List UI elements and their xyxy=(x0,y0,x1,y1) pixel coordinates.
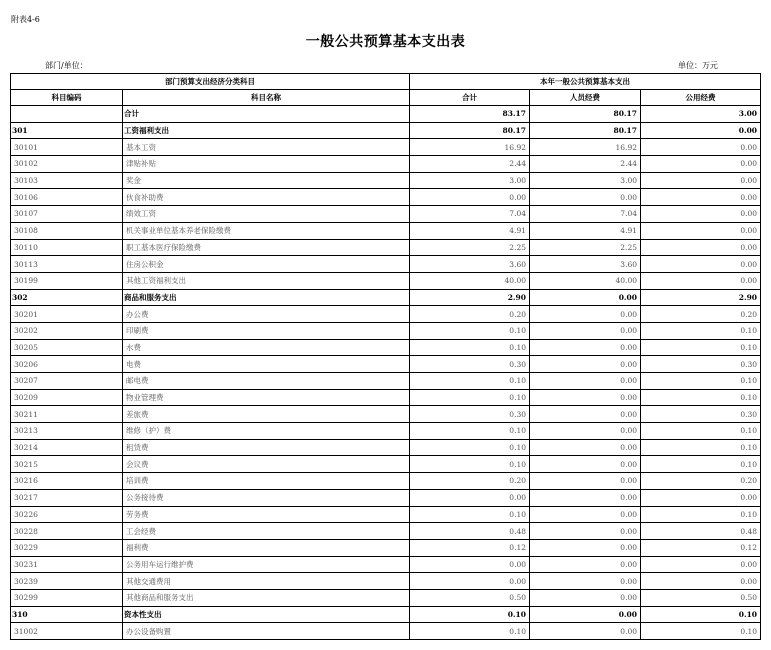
cell-total: 0.30 xyxy=(410,356,530,373)
cell-total: 0.12 xyxy=(410,539,530,556)
cell-public: 0.00 xyxy=(641,256,761,273)
cell-total: 0.10 xyxy=(410,456,530,473)
cell-code: 30213 xyxy=(11,423,123,440)
table-row xyxy=(11,389,761,406)
cell-total: 2.25 xyxy=(410,239,530,256)
cell-personnel: 0.00 xyxy=(530,623,641,640)
cell-personnel: 0.00 xyxy=(530,339,641,356)
cell-personnel: 2.25 xyxy=(530,239,641,256)
cell-public: 0.10 xyxy=(641,439,761,456)
column-header-total: 合计 xyxy=(410,90,530,106)
cell-name: 电费 xyxy=(123,356,410,373)
cell-total: 0.20 xyxy=(410,306,530,323)
cell-total: 0.50 xyxy=(410,589,530,606)
cell-public: 0.48 xyxy=(641,523,761,540)
table-row xyxy=(11,423,761,440)
cell-name: 培训费 xyxy=(123,473,410,490)
table-row xyxy=(11,373,761,390)
cell-public: 0.50 xyxy=(641,589,761,606)
cell-personnel: 0.00 xyxy=(530,589,641,606)
cell-name: 机关事业单位基本养老保险缴费 xyxy=(123,222,410,239)
cell-personnel: 0.00 xyxy=(530,556,641,573)
cell-public: 0.00 xyxy=(641,489,761,506)
cell-total: 0.00 xyxy=(410,189,530,206)
appendix-label: 附表4-6 xyxy=(11,15,40,24)
cell-personnel: 3.60 xyxy=(530,256,641,273)
cell-name: 租赁费 xyxy=(123,439,410,456)
cell-personnel: 16.92 xyxy=(530,139,641,156)
cell-code: 30110 xyxy=(11,239,123,256)
cell-name: 工会经费 xyxy=(123,523,410,540)
cell-code: 30205 xyxy=(11,339,123,356)
cell-code: 30106 xyxy=(11,189,123,206)
cell-personnel: 0.00 xyxy=(530,406,641,423)
cell-total: 0.00 xyxy=(410,556,530,573)
table-row xyxy=(11,406,761,423)
cell-public: 3.00 xyxy=(641,106,761,123)
cell-code: 30215 xyxy=(11,456,123,473)
cell-total: 0.10 xyxy=(410,389,530,406)
cell-total: 16.92 xyxy=(410,139,530,156)
table-row xyxy=(11,539,761,556)
cell-code: 30206 xyxy=(11,356,123,373)
cell-total: 0.10 xyxy=(410,606,530,623)
cell-code: 310 xyxy=(11,606,123,623)
table-row xyxy=(11,306,761,323)
table-row xyxy=(11,573,761,590)
cell-public: 0.10 xyxy=(641,322,761,339)
cell-name: 办公费 xyxy=(123,306,410,323)
cell-public: 0.00 xyxy=(641,222,761,239)
cell-personnel: 7.04 xyxy=(530,206,641,223)
cell-personnel: 3.00 xyxy=(530,172,641,189)
table-row xyxy=(11,506,761,523)
cell-code: 30216 xyxy=(11,473,123,490)
cell-total: 2.44 xyxy=(410,156,530,173)
cell-personnel: 0.00 xyxy=(530,356,641,373)
cell-public: 0.00 xyxy=(641,122,761,139)
cell-personnel: 0.00 xyxy=(530,523,641,540)
cell-public: 0.00 xyxy=(641,239,761,256)
table-row xyxy=(11,172,761,189)
table-row xyxy=(11,256,761,273)
cell-personnel: 0.00 xyxy=(530,389,641,406)
cell-personnel: 0.00 xyxy=(530,306,641,323)
cell-personnel: 2.44 xyxy=(530,156,641,173)
cell-name: 维修（护）费 xyxy=(123,423,410,440)
cell-personnel: 0.00 xyxy=(530,289,641,306)
cell-public: 0.10 xyxy=(641,339,761,356)
cell-public: 0.00 xyxy=(641,156,761,173)
table-row xyxy=(11,623,761,640)
cell-public: 0.10 xyxy=(641,606,761,623)
page-title: 一般公共预算基本支出表 xyxy=(305,34,466,50)
cell-total: 4.91 xyxy=(410,222,530,239)
cell-total: 0.00 xyxy=(410,489,530,506)
cell-public: 2.90 xyxy=(641,289,761,306)
cell-code: 30299 xyxy=(11,589,123,606)
table-body xyxy=(11,106,761,640)
cell-total: 3.00 xyxy=(410,172,530,189)
cell-personnel: 0.00 xyxy=(530,189,641,206)
cell-public: 0.12 xyxy=(641,539,761,556)
cell-code: 30103 xyxy=(11,172,123,189)
cell-total: 2.90 xyxy=(410,289,530,306)
table-row xyxy=(11,139,761,156)
table-row xyxy=(11,189,761,206)
table-row xyxy=(11,473,761,490)
cell-personnel: 0.00 xyxy=(530,506,641,523)
cell-code: 30229 xyxy=(11,539,123,556)
cell-name: 合计 xyxy=(123,106,410,123)
cell-personnel: 0.00 xyxy=(530,322,641,339)
cell-name: 其他交通费用 xyxy=(123,573,410,590)
cell-name: 会议费 xyxy=(123,456,410,473)
table-row xyxy=(11,206,761,223)
cell-code: 30239 xyxy=(11,573,123,590)
expenditure-table xyxy=(10,73,761,640)
cell-personnel: 0.00 xyxy=(530,573,641,590)
group-header-left: 部门预算支出经济分类科目 xyxy=(11,74,410,90)
cell-code: 30211 xyxy=(11,406,123,423)
cell-name: 住房公积金 xyxy=(123,256,410,273)
cell-total: 0.20 xyxy=(410,473,530,490)
table-row xyxy=(11,606,761,623)
table-row xyxy=(11,122,761,139)
cell-name: 绩效工资 xyxy=(123,206,410,223)
cell-code: 30207 xyxy=(11,373,123,390)
table-row xyxy=(11,239,761,256)
cell-total: 0.00 xyxy=(410,573,530,590)
cell-code: 30231 xyxy=(11,556,123,573)
cell-name: 差旅费 xyxy=(123,406,410,423)
cell-total: 0.10 xyxy=(410,623,530,640)
cell-personnel: 0.00 xyxy=(530,539,641,556)
cell-personnel: 0.00 xyxy=(530,489,641,506)
cell-total: 40.00 xyxy=(410,272,530,289)
table-row xyxy=(11,589,761,606)
cell-name: 其他工资福利支出 xyxy=(123,272,410,289)
cell-personnel: 0.00 xyxy=(530,373,641,390)
cell-public: 0.10 xyxy=(641,389,761,406)
column-header-row xyxy=(11,90,761,106)
cell-personnel: 80.17 xyxy=(530,122,641,139)
table-row xyxy=(11,156,761,173)
cell-code: 30202 xyxy=(11,322,123,339)
cell-public: 0.30 xyxy=(641,406,761,423)
cell-code: 30217 xyxy=(11,489,123,506)
cell-code: 302 xyxy=(11,289,123,306)
cell-code: 30102 xyxy=(11,156,123,173)
unit-label: 单位：万元 xyxy=(678,61,718,70)
cell-name: 水费 xyxy=(123,339,410,356)
group-header-right: 本年一般公共预算基本支出 xyxy=(410,74,761,90)
cell-code: 30228 xyxy=(11,523,123,540)
cell-code xyxy=(11,106,123,123)
cell-public: 0.30 xyxy=(641,356,761,373)
cell-public: 0.00 xyxy=(641,272,761,289)
cell-public: 0.00 xyxy=(641,206,761,223)
cell-total: 0.30 xyxy=(410,406,530,423)
cell-name: 伙食补助费 xyxy=(123,189,410,206)
cell-public: 0.00 xyxy=(641,556,761,573)
cell-name: 物业管理费 xyxy=(123,389,410,406)
cell-name: 职工基本医疗保险缴费 xyxy=(123,239,410,256)
cell-name: 印刷费 xyxy=(123,322,410,339)
cell-total: 0.10 xyxy=(410,373,530,390)
cell-code: 30101 xyxy=(11,139,123,156)
cell-code: 30107 xyxy=(11,206,123,223)
table-row xyxy=(11,456,761,473)
cell-personnel: 0.00 xyxy=(530,473,641,490)
cell-name: 劳务费 xyxy=(123,506,410,523)
cell-total: 0.48 xyxy=(410,523,530,540)
cell-personnel: 80.17 xyxy=(530,106,641,123)
column-header-public: 公用经费 xyxy=(641,90,761,106)
cell-name: 办公设备购置 xyxy=(123,623,410,640)
cell-code: 301 xyxy=(11,122,123,139)
cell-personnel: 4.91 xyxy=(530,222,641,239)
cell-total: 0.10 xyxy=(410,439,530,456)
cell-personnel: 0.00 xyxy=(530,456,641,473)
cell-public: 0.10 xyxy=(641,456,761,473)
table-row xyxy=(11,272,761,289)
cell-personnel: 0.00 xyxy=(530,439,641,456)
cell-public: 0.00 xyxy=(641,172,761,189)
cell-personnel: 40.00 xyxy=(530,272,641,289)
table-row xyxy=(11,106,761,123)
cell-name: 公务接待费 xyxy=(123,489,410,506)
cell-code: 30199 xyxy=(11,272,123,289)
cell-code: 30113 xyxy=(11,256,123,273)
table-row xyxy=(11,339,761,356)
cell-name: 商品和服务支出 xyxy=(123,289,410,306)
cell-code: 31002 xyxy=(11,623,123,640)
cell-public: 0.00 xyxy=(641,189,761,206)
table-row xyxy=(11,556,761,573)
cell-public: 0.20 xyxy=(641,473,761,490)
cell-code: 30209 xyxy=(11,389,123,406)
cell-public: 0.10 xyxy=(641,373,761,390)
cell-personnel: 0.00 xyxy=(530,423,641,440)
cell-name: 公务用车运行维护费 xyxy=(123,556,410,573)
cell-personnel: 0.00 xyxy=(530,606,641,623)
cell-code: 30201 xyxy=(11,306,123,323)
cell-total: 0.10 xyxy=(410,322,530,339)
cell-public: 0.00 xyxy=(641,573,761,590)
cell-name: 奖金 xyxy=(123,172,410,189)
table-row xyxy=(11,489,761,506)
cell-total: 7.04 xyxy=(410,206,530,223)
table-row xyxy=(11,356,761,373)
group-header-row xyxy=(11,74,761,90)
cell-public: 0.10 xyxy=(641,623,761,640)
cell-name: 工资福利支出 xyxy=(123,122,410,139)
cell-name: 其他商品和服务支出 xyxy=(123,589,410,606)
cell-code: 30108 xyxy=(11,222,123,239)
column-header-code: 科目编码 xyxy=(11,90,123,106)
cell-public: 0.10 xyxy=(641,423,761,440)
cell-public: 0.10 xyxy=(641,506,761,523)
cell-name: 福利费 xyxy=(123,539,410,556)
cell-total: 0.10 xyxy=(410,506,530,523)
cell-public: 0.00 xyxy=(641,139,761,156)
dept-label: 部门/单位： xyxy=(45,61,88,70)
cell-total: 3.60 xyxy=(410,256,530,273)
cell-name: 津贴补贴 xyxy=(123,156,410,173)
cell-name: 资本性支出 xyxy=(123,606,410,623)
table-row xyxy=(11,222,761,239)
cell-code: 30214 xyxy=(11,439,123,456)
cell-code: 30226 xyxy=(11,506,123,523)
column-header-personnel: 人员经费 xyxy=(530,90,641,106)
column-header-name: 科目名称 xyxy=(123,90,410,106)
cell-total: 0.10 xyxy=(410,339,530,356)
table-row xyxy=(11,523,761,540)
cell-total: 83.17 xyxy=(410,106,530,123)
table-row xyxy=(11,322,761,339)
cell-total: 80.17 xyxy=(410,122,530,139)
cell-total: 0.10 xyxy=(410,423,530,440)
cell-name: 基本工资 xyxy=(123,139,410,156)
cell-name: 邮电费 xyxy=(123,373,410,390)
table-row xyxy=(11,439,761,456)
table-row xyxy=(11,289,761,306)
cell-public: 0.20 xyxy=(641,306,761,323)
